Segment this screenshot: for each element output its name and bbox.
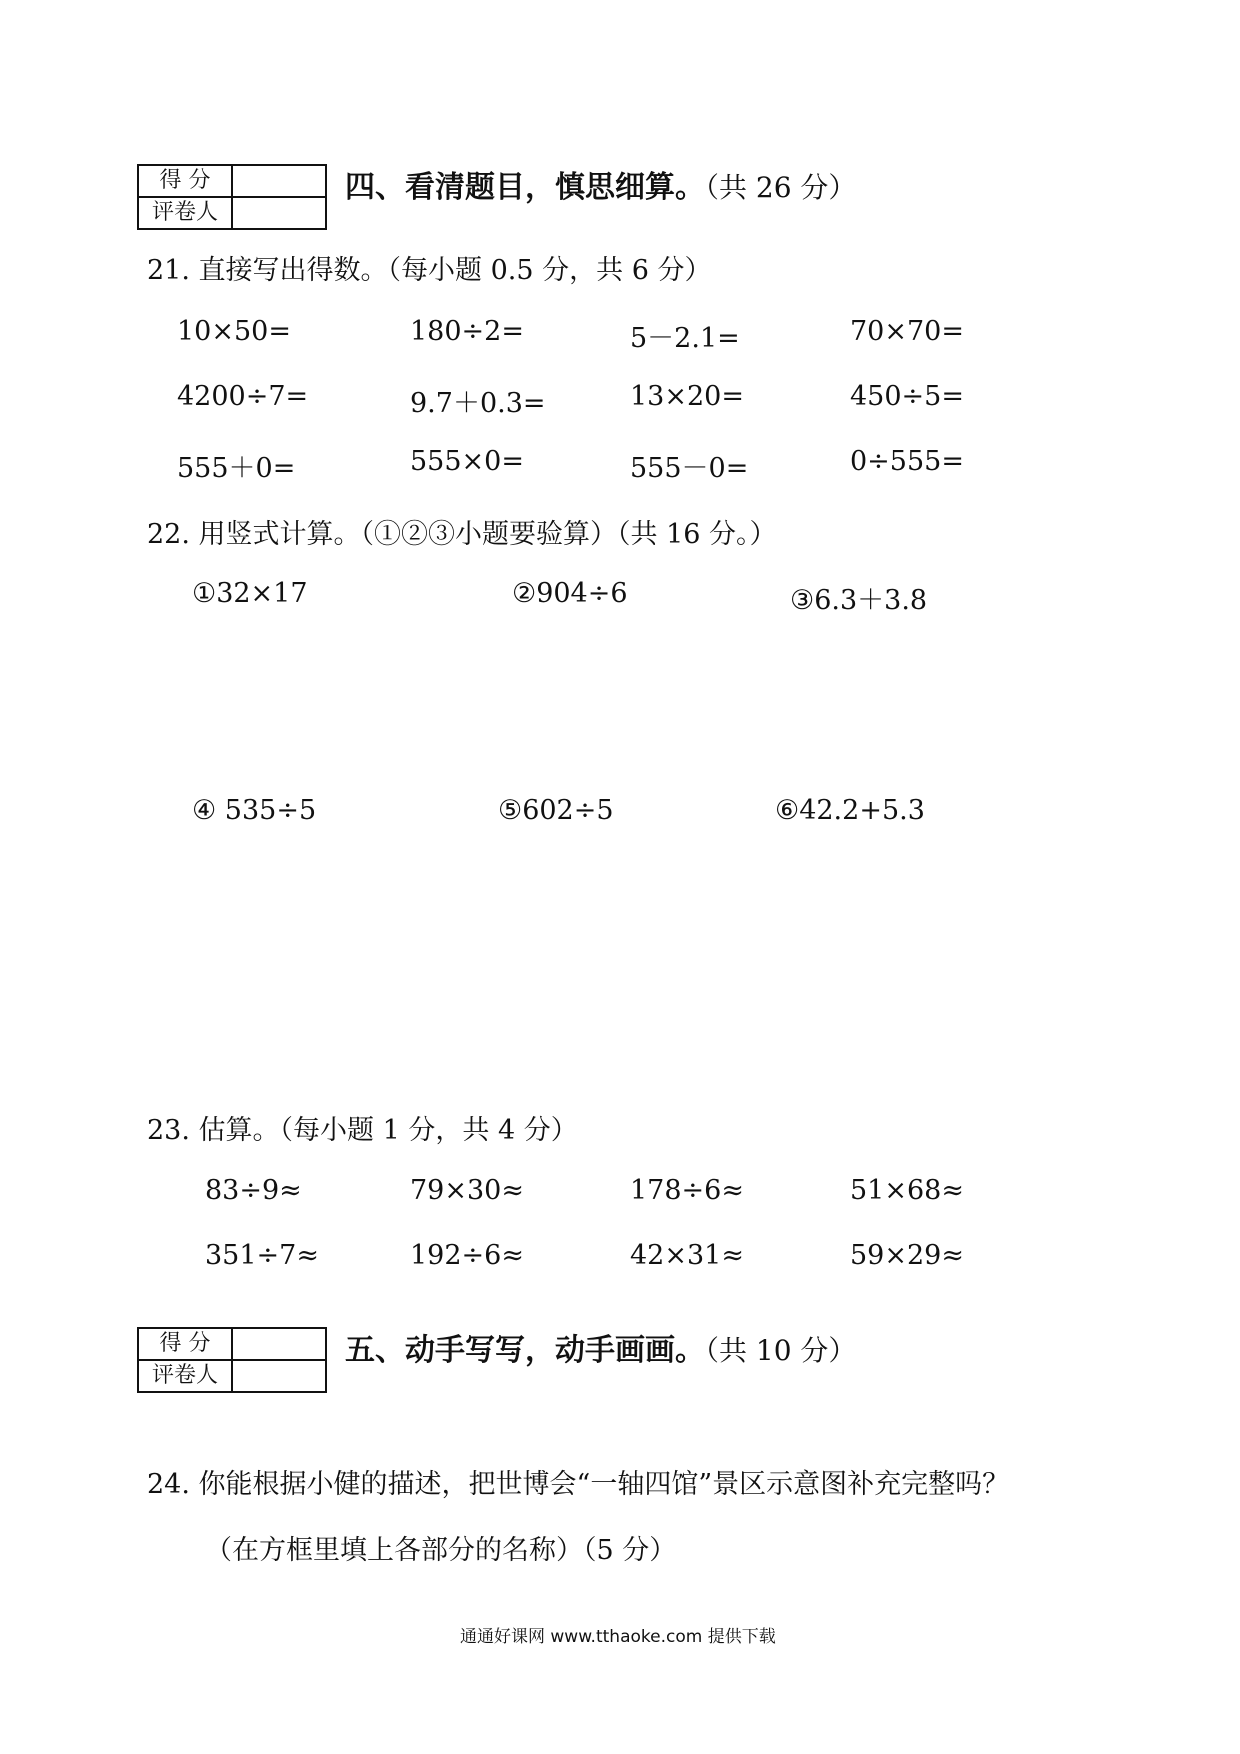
footer-text: 通通好课网 www.tthaoke.com 提供下载 — [460, 1627, 776, 1647]
q21-item: 4200÷7= — [177, 381, 309, 412]
q24-prompt: 24. 你能根据小健的描述，把世博会“一轴四馆”景区示意图补充完整吗？ — [147, 1469, 1010, 1500]
q21-item: 9.7＋0.3= — [410, 388, 546, 419]
q23-item: 51×68≈ — [850, 1175, 964, 1206]
q22-item: ③6.3＋3.8 — [790, 585, 928, 616]
section5-title: 五、动手写写，动手画画。 — [345, 1333, 705, 1368]
score-field[interactable] — [232, 165, 326, 197]
score-field[interactable] — [232, 1328, 326, 1360]
q23-item: 83÷9≈ — [205, 1175, 302, 1206]
q21-item: 555－0= — [630, 453, 749, 484]
score-label: 得 分 — [138, 1328, 232, 1360]
grader-field[interactable] — [232, 197, 326, 229]
q21-item: 13×20= — [630, 381, 744, 412]
q21-item: 10×50= — [177, 316, 291, 347]
q21-item: 5－2.1= — [630, 323, 740, 354]
section4-heading — [345, 162, 856, 206]
section4-note: （共 26 分） — [705, 171, 857, 204]
q21-item: 180÷2= — [410, 316, 524, 347]
q24-subprompt: （在方框里填上各部分的名称）（5 分） — [205, 1535, 677, 1566]
q21-item: 450÷5= — [850, 381, 964, 412]
q22-item: ⑥42.2+5.3 — [775, 795, 925, 826]
q22-item: ①32×17 — [192, 578, 308, 609]
q23-item: 351÷7≈ — [205, 1240, 319, 1271]
score-label: 得 分 — [138, 165, 232, 197]
q22-item: ④ 535÷5 — [192, 795, 317, 826]
q22-prompt: 22. 用竖式计算。（①②③小题要验算）（共 16 分。） — [147, 519, 777, 550]
q23-item: 59×29≈ — [850, 1240, 964, 1271]
section5-heading — [345, 1325, 856, 1369]
q23-item: 79×30≈ — [410, 1175, 524, 1206]
grader-field[interactable] — [232, 1360, 326, 1392]
q21-prompt: 21. 直接写出得数。（每小题 0.5 分，共 6 分） — [147, 255, 712, 286]
q23-prompt: 23. 估算。（每小题 1 分，共 4 分） — [147, 1115, 578, 1146]
score-box-section4 — [137, 164, 327, 230]
q21-item: 555×0= — [410, 446, 524, 477]
score-box-section5 — [137, 1327, 327, 1393]
section4-title: 四、看清题目，慎思细算。 — [345, 170, 705, 205]
q21-item: 0÷555= — [850, 446, 964, 477]
q22-item: ②904÷6 — [512, 578, 628, 609]
section5-note: （共 10 分） — [705, 1334, 857, 1367]
q23-item: 192÷6≈ — [410, 1240, 524, 1271]
q22-item: ⑤602÷5 — [498, 795, 614, 826]
grader-label: 评卷人 — [138, 1360, 232, 1392]
q23-item: 178÷6≈ — [630, 1175, 744, 1206]
q21-item: 70×70= — [850, 316, 964, 347]
q23-item: 42×31≈ — [630, 1240, 744, 1271]
q21-item: 555＋0= — [177, 453, 296, 484]
grader-label: 评卷人 — [138, 197, 232, 229]
